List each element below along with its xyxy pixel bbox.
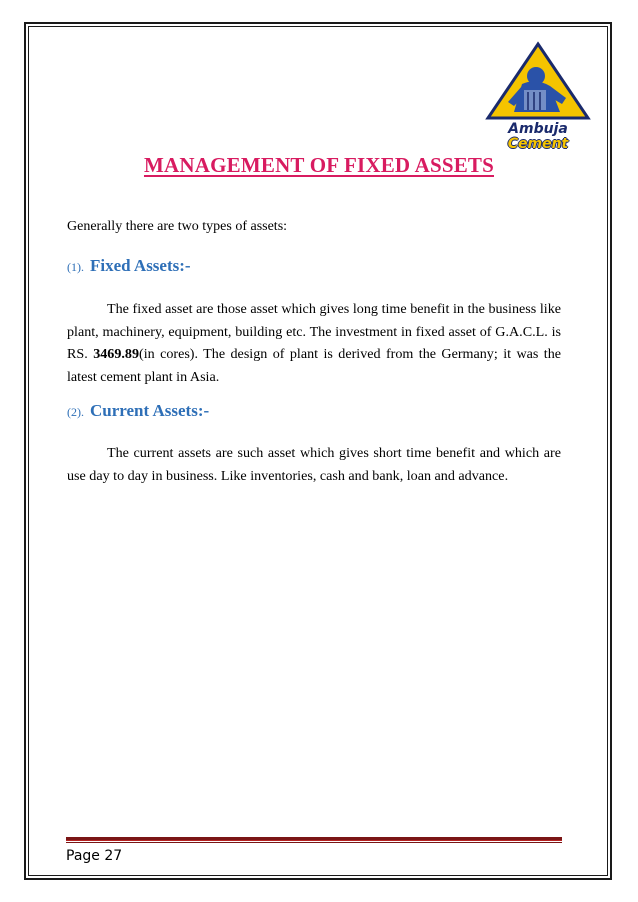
current-assets-paragraph: The current assets are such asset which gives short time benefit and which are use day to day in business. Like inventories, cash and bank, loan and advance. xyxy=(67,445,561,484)
logo-word-ambuja: Ambuja xyxy=(508,121,568,137)
section-number: (2). xyxy=(67,405,84,419)
intro-text: Generally there are two types of assets: xyxy=(67,219,288,234)
fixed-assets-paragraph xyxy=(67,298,561,388)
footer-divider xyxy=(66,837,562,841)
page-title: MANAGEMENT OF FIXED ASSETS xyxy=(143,153,494,177)
ambuja-cement-logo xyxy=(484,40,592,156)
page-number: Page 27 xyxy=(66,848,123,864)
section-heading-text: Fixed Assets:- xyxy=(90,256,191,275)
logo-emblem-icon xyxy=(484,40,592,122)
footer-divider-thin xyxy=(66,842,562,843)
paragraph-text: (in cores). The design of plant is derived from the Germany; it was the latest cement plant in Asia. xyxy=(67,346,561,385)
section-heading-text: Current Assets:- xyxy=(90,401,210,420)
section-number: (1). xyxy=(67,260,84,274)
section-heading-current-assets xyxy=(67,401,209,421)
section-heading-fixed-assets xyxy=(67,256,191,276)
logo-word-cement: Cement xyxy=(507,136,569,152)
paragraph-text: The fixed asset are those asset which gives long time benefit in the business like plant, machinery, equipment, building etc. The investment in fixed asset of G.A.C.L. is RS. xyxy=(67,301,561,362)
investment-amount: 3469.89 xyxy=(93,346,139,362)
